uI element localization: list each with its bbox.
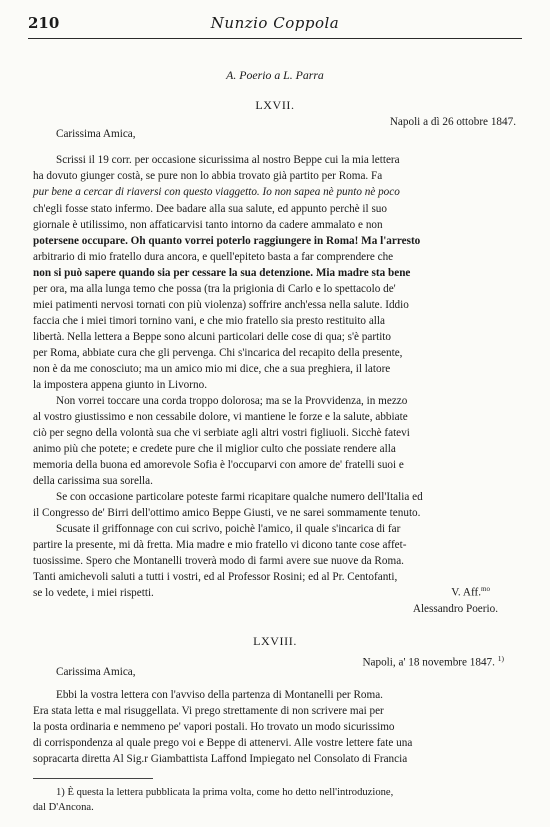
text-line: animo più che potete; e credete pure che il miglior culto che possiate rendere alla <box>33 443 396 455</box>
text-line: memoria della buona ed amorevole Sofia è l'occuparvi con amore de' fratelli suoi e <box>33 459 404 471</box>
text-line: Ebbi la vostra lettera con l'avviso della partenza di Montanelli per Roma. <box>56 689 383 701</box>
closing-superscript: mo <box>481 585 490 593</box>
text-line: di corrispondenza al quale prego voi e Beppe di attenervi. Alle vostre lettere fate una <box>33 737 413 749</box>
letter-signature: Alessandro Poerio. <box>412 603 498 615</box>
footnote-rule <box>33 778 153 779</box>
text-line: tuosissime. Spero che Montanelli troverà modo di farmi avere sue nuove da Roma. <box>33 555 404 567</box>
text-line: miei patimenti nervosi tornati con più violenza) soffrire anch'essa nella salute. Iddio <box>33 299 409 311</box>
place-date-text: Napoli, a' 18 novembre 1847. <box>362 656 495 669</box>
text-line: Se con occasione particolare poteste farmi ricapitare qualche numero dell'Italia ed <box>56 491 423 503</box>
text-line: per Roma, abbiate cura che gli pervenga. Chi s'incarica del recapito della presente, <box>33 347 403 359</box>
text-line: per ora, ma alla lunga temo che possa (tra la prigionia di Carlo e lo spettacolo de' <box>33 283 396 295</box>
text-line: al vostro giustissimo e non cessabile dolore, vi mantiene le forze e la salute, abbiate <box>33 411 408 423</box>
text-line: faccia che i miei timori tornino vani, e che mio fratello sia presto restituito alla <box>33 315 385 327</box>
text-line: Era stata letta e mal risuggellata. Vi prego strettamente di non scrivere mai per <box>33 705 384 717</box>
text-line: ch'egli fosse stato infermo. Dee badare alla sua salute, ed appunto perchè il suo <box>33 203 387 215</box>
text-line: il Congresso de' Birri dell'ottimo amico Beppe Giusti, ve ne sarei sommamente tenuto. <box>33 507 421 519</box>
footnote-line: 1) È questa la lettera pubblicata la prima volta, come ho detto nell'introduzione, <box>56 787 394 798</box>
letter-number: LXVII. <box>255 98 295 112</box>
text-line: se lo vedete, i miei rispetti. <box>33 587 154 599</box>
text-line: della carissima sua sorella. <box>33 475 153 487</box>
footnote-line: dal D'Ancona. <box>33 802 94 813</box>
text-line: ciò per segno della volontà sua che vi serbiate agli altri vostri figliuoli. Sicchè fatevi <box>33 427 410 439</box>
text-line: Non vorrei toccare una corda troppo dolorosa; ma se la Provvidenza, in mezzo <box>56 395 408 407</box>
running-title: Nunzio Coppola <box>210 14 340 32</box>
text-line: partire la presente, mi dà fretta. Mia madre e mio fratello vi dicono tante cose affet- <box>33 539 407 551</box>
text-line: arbitrario di mio fratello dura ancora, e quell'epiteto basta a far comprendere che <box>33 251 394 263</box>
text-line: Scusate il griffonnage con cui scrivo, poichè l'amico, il quale s'incarica di far <box>56 523 401 535</box>
closing-text: V. Aff. <box>451 586 482 599</box>
letter-salutation: Carissima Amica, <box>56 666 136 678</box>
letter-place-date <box>362 655 504 669</box>
text-line: la posta ordinaria e nemmeno pe' vapori postali. Ho trovato un modo sicurissimo <box>33 721 395 733</box>
text-line: Scrissi il 19 corr. per occasione sicurissima al nostro Beppe cui la mia lettera <box>56 154 400 166</box>
text-line: potersene occupare. Oh quanto vorrei poterlo raggiungere in Roma! Ma l'arresto <box>33 235 421 247</box>
letter-closing <box>451 586 490 599</box>
letter-place-date: Napoli a dì 26 ottobre 1847. <box>389 116 516 128</box>
text-line: giornale è utilissimo, non affaticarvisi tanto intorno da cadere ammalato e non <box>33 219 383 231</box>
text-line: non si può sapere quando sia per cessare la sua detenzione. Mia madre sta bene <box>33 267 411 279</box>
page-number: 210 <box>28 14 60 32</box>
letter-number: LXVIII. <box>253 634 297 648</box>
text-line: Tanti amichevoli saluti a tutti i vostri, ed al Professor Rosini; ed al Pr. Centofanti, <box>33 571 398 583</box>
page-header <box>28 12 522 39</box>
letter-salutation: Carissima Amica, <box>56 128 136 140</box>
text-line: sopracarta diretta Al Sig.r Giambattista Laffond Impiegato nel Consolato di Francia <box>33 753 408 765</box>
text-line: ha dovuto giunger costà, se pure non lo abbia trovato già partito per Roma. Fa <box>33 170 383 182</box>
text-line: libertà. Nella lettera a Beppe sono alcuni particolari delle cose di qua; s'è partito <box>33 331 392 343</box>
text-line: non è da me conosciuto; ma un amico mio mi dice, che a sua preghiera, il latore <box>33 363 391 375</box>
note-marker: 1) <box>497 654 504 663</box>
text-line: pur bene a cercar di riaversi con questo viaggetto. Io non sapea nè punto nè poco <box>33 186 400 198</box>
section-title: A. Poerio a L. Parra <box>226 68 324 82</box>
text-line: la impostera appena giunto in Livorno. <box>33 379 207 391</box>
